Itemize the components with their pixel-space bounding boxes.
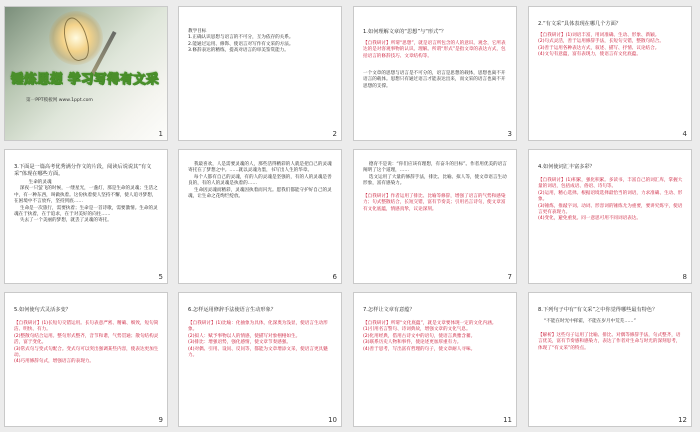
slide-thumbnail-8[interactable]: [528, 149, 692, 284]
slide-question-title: 4.如何使词汇丰富多彩？: [538, 164, 595, 170]
slide-answer-text: 【自我研讨】(1)积累，强化积累。多读书，丰富自己的词汇库，掌握大量的词语，包括成语、俗语、诗句等。 (2)运用，精心选择。根据语境选择最恰当的词语，力求准确、生动、形象。 (3)锤炼，推敲字词。动词、形容词的锤炼尤为重要，要讲究炼字，使语言更有表现力。 (4)变化，避免重复。同一意思可用不同词语表达。: [538, 178, 683, 222]
slide-body-text: “不能在时光中挥霍，不能在岁月中荒芜……”: [538, 319, 636, 324]
slide-thumbnail-10[interactable]: [178, 292, 342, 427]
slide-thumbnail-6[interactable]: [178, 149, 342, 284]
slide-answer-text: 【自我研讨】作者运用了排比、比喻等修辞，增强了语言的气势和感染力；句式整散结合，长短交错，富有节奏美；引用名言诗句，使文章富有文化底蕴，情感真挚，议论深刻。: [363, 194, 506, 212]
slide-thumbnail-3[interactable]: [353, 6, 517, 141]
slide-thumbnail-7[interactable]: [353, 149, 517, 284]
slide-thumbnail-2[interactable]: [178, 6, 342, 141]
slide-number: 1: [158, 130, 163, 138]
slide-number: 7: [507, 273, 512, 281]
slide-thumbnail-11[interactable]: [353, 292, 517, 427]
slide-number: 5: [158, 273, 163, 281]
slide-body-text: 我最喜欢，人是需要灵魂的人，那些活得精彩的人就是把自己的灵魂寄托在了梦想之中。……就以灵魂为墨，书写出人生的华章。 每个人都有自己的灵魂，有的人的灵魂是坚强的，有的人的灵魂是善良的，有的人的灵魂是执着的…… 生命因灵魂而精彩，灵魂因执着而闪光。愿我们都能守护好自己的灵魂，让生命之花绚烂绽放。: [188, 162, 332, 200]
slide-number: 10: [328, 416, 337, 424]
slide-answer-text: 【自我研讨】(1)词语丰富，用词准确、生动、形象、新颖。 (2)句式灵活，善于运用修辞手法，长短句交错，整散句结合。 (3)善于运用各种表达方式，叙述、描写、抒情、议论结合。 (4)文句有意蕴，富有表现力，使语言有文化底蕴。: [538, 33, 664, 58]
slide-question-title: 6.怎样运用修辞手法使语言生动形象？: [188, 307, 276, 313]
slide-body-text: 教学目标 1.正确认识思想与语言的不可分，互为依存的关系。 2.能通过运用、修饰、使语言对写作有文采的方法。 3.修辞表达的精练，提高对语言的审美鉴赏能力。: [188, 29, 294, 54]
slide-question-title: 7.怎样让文章有意蕴？: [363, 307, 415, 313]
slide-question-title: 2.“有文采”具体表现在哪几个方面？: [538, 21, 621, 27]
slide-answer-text: 【自我研讨】(1)长短句交错运用。长句表意严密、精确、细致，短句简洁、明快、有力。 (2)整散句结合运用。整句形式整齐，音节和谐，气势贯通；散句结构灵活，富于变化。 (3)常式句与变式句配合。变式句可以突出强调某些内容，使表达更加生动。 (4)巧用修辞句式，增强语言的表现力。: [14, 321, 159, 365]
cover-subtitle: 第一PPT模板网 www.1ppt.com: [26, 98, 93, 103]
slide-thumbnail-5[interactable]: [4, 149, 168, 284]
slide-number: 2: [332, 130, 337, 138]
slide-number: 6: [332, 273, 337, 281]
cover-title: 锤炼思想 学习写得有文采: [11, 71, 159, 86]
slide-question-title: 8.下列句子中有“有文采”之中你觉得哪些最有特色？: [538, 307, 658, 313]
slide-number: 11: [503, 416, 512, 424]
slide-answer-text: 【解析】这些句子运用了比喻、排比、对偶等修辞手法，句式整齐，语言优美，富有节奏感和感染力，表达了作者对生命与时光的深刻思考，体现了“有文采”的特点。: [538, 333, 681, 351]
slide-number: 9: [158, 416, 163, 424]
slide-body-text: 德育不是说：“你们应该有理想，有奋斗的目标”。作者用优美的语言阐明了这个道理，…… 选文运用了大量的修辞手法，排比、比喻、拟人等，使文章语言生动形象，富有感染力。: [363, 162, 507, 187]
slide-thumbnail-9[interactable]: [4, 292, 168, 427]
slide-number: 8: [682, 273, 687, 281]
slide-number: 12: [678, 416, 687, 424]
slide-thumbnail-1[interactable]: [4, 6, 168, 141]
slide-thumbnail-12[interactable]: [528, 292, 692, 427]
slide-body-text: 生命的灵魂 深夜一只萤飞的时候，一缕星光，一盏灯，那是生命的灵魂；生活之中，有一种东西，叫做执着。这份执着使人坚持不懈，使人追寻梦想，在困境中不言放弃，坚持到底…… 生命是一次旅行，需要执着；生命是一首诗歌，需要激情。生命的灵魂在于执着，在于追求，在于对美好的向往…… 失去了一个美丽的梦想，就丢了灵魂的寄托。: [14, 180, 158, 224]
slide-number: 3: [507, 130, 512, 138]
slide-thumbnail-4[interactable]: [528, 6, 692, 141]
slide-answer-text: 【自我研讨】所谓“思想”，就是语言所包含的人的意识、观念，它所表达的是对客观事物的认识、理解。所谓“形式”是指文章的表达方式，包括语言的修辞技巧、文章结构等。: [363, 41, 506, 59]
slide-answer-text: 【自我研讨】所谓“文化底蕴”，就是文章要体现一定的文化内涵。 (1)引用名言警句、诗词典故，增强文章的文化气息。 (2)化用经典，借用古诗文中的语句，使语言典雅含蓄。 (3)联系历史人物和事件，使论述更加厚重有力。 (4)善于思考，写出富有哲理的句子，使文章耐人寻味。: [363, 321, 497, 352]
slide-answer-text: 【自我研讨】(1)比喻：化抽象为具体，化深奥为浅显，使语言生动形象。 (2)拟人：赋予事物以人的情感，使描写对象栩栩如生。 (3)排比：增强语势，强化感情，使文章节奏感强。 (4)对偶、引用、设问、反问等，都能为文章增添文采，使语言更具魅力。: [188, 321, 328, 359]
slide-body-text: 一个文章的思想与语言是不可分的，语言是思想的载体，思想也离不开语言的载体。思想只有通过语言才能表达出来，而文采的语言也离不开思想的支撑。: [363, 71, 506, 89]
slide-question-title: 5.如何使句式灵活多变？: [14, 307, 71, 313]
slide-number: 4: [682, 130, 687, 138]
slide-question-title: 3.下面是一篇高考优秀满分作文的片段，阅读后说说其“有文采”体现在哪些方面。: [14, 164, 152, 177]
slide-question-title: 1.如何理解文章的“思想”与“形式”？: [363, 29, 447, 35]
